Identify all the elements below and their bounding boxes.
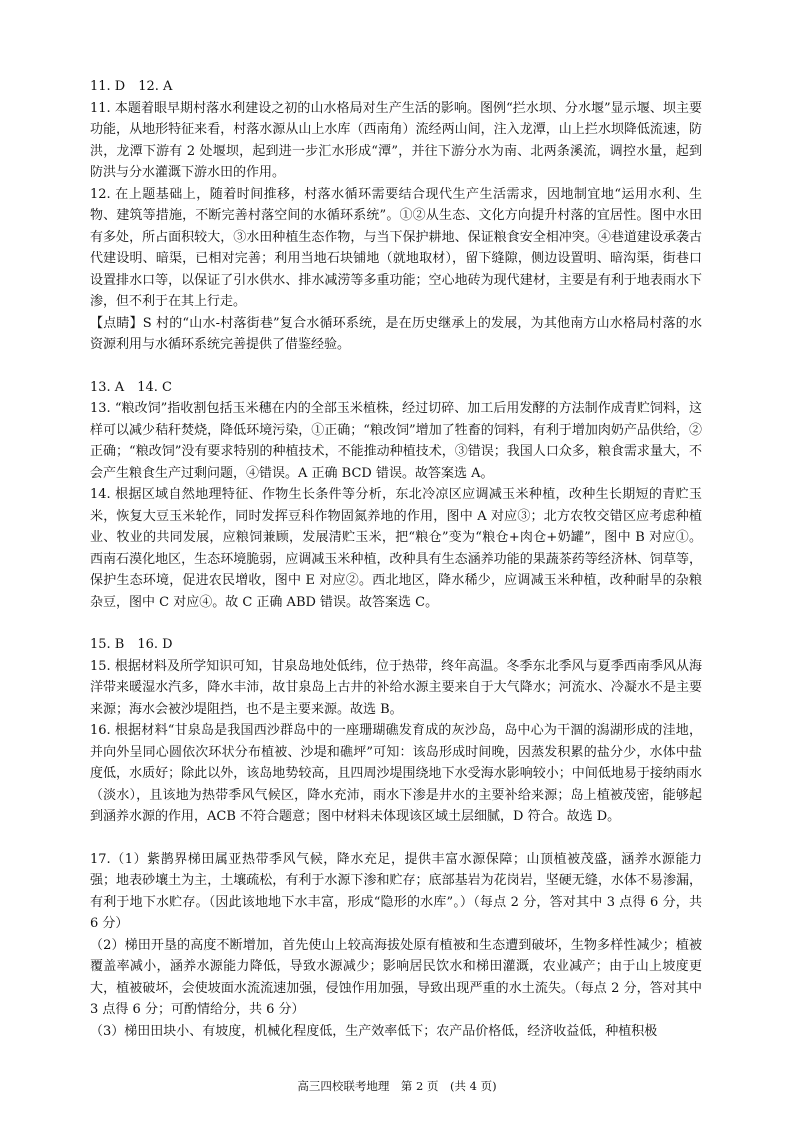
answer-paragraph: 【点睛】S 村的“山水-村落街巷”复合水循环系统，是在历史继承上的发展，为其他南方山水格局村落的水资源利用与水循环系统完善提供了借鉴经验。 bbox=[90, 315, 702, 352]
paragraph-spacer bbox=[90, 356, 702, 377]
paragraph-spacer bbox=[90, 828, 702, 849]
answer-paragraph: 16. 根据材料“甘泉岛是我国西沙群岛中的一座珊瑚礁发育成的灰沙岛，岛中心为干涸的潟湖形成的洼地，并向外呈同心圆依次环状分布植被、沙堤和礁坪”可知：该岛形成时间晚，因蒸发积累的盐分少，水体中盐度低，水质好；除此以外，该岛地势较高，且四周沙堤围绕地下水受海水影响较小；中间低地易于接纳雨水（淡水），且该地为热带季风气候区，降水充沛，雨水下渗是井水的主要补给来源；岛上植被茂密，能够起到涵养水源的作用，ACB 不符合题意；图中材料未体现该区域土层细腻，D 符合。故选 D。 bbox=[90, 723, 702, 824]
answer-paragraph: （3）梯田田块小、有坡度，机械化程度低，生产效率低下；农产品价格低，经济收益低，种植积极 bbox=[90, 1023, 658, 1039]
answer-paragraph: 11. D 12. A bbox=[90, 79, 173, 94]
page-footer: 高三四校联考地理 第 2 页 (共 4 页) bbox=[297, 1079, 497, 1093]
answer-paragraph: 15. 根据材料及所学知识可知，甘泉岛地处低纬，位于热带，终年高温。冬季东北季风与夏季西南季风从海洋带来暖湿水汽多，降水丰沛，故甘泉岛上古井的补给水源主要来自于大气降水；河流水、冷凝水不是主要来源；海水会被沙堤阻挡，也不是主要来源。故选 B。 bbox=[90, 658, 702, 717]
answer-paragraph: 15. B 16. D bbox=[90, 637, 173, 652]
answer-page bbox=[90, 76, 702, 1042]
answer-paragraph: 14. 根据区域自然地理特征、作物生长条件等分析，东北冷凉区应调减玉米种植，改种生长期短的青贮玉米，恢复大豆玉米轮作，同时发挥豆科作物固氮养地的作用，图中 A 对应③；北方农牧交错区应考虑种植业、牧业的共同发展，应粮饲兼顾，发展清贮玉米，把“粮仓”变为“粮仓+肉仓+奶罐”，图中 B 对应①。西南石漠化地区，生态环境脆弱，应调减玉米种植，改种具有生态涵养功能的果蔬茶药等经济林、饲草等，保护生态环境，促进农民增收，图中 E 对应②。西北地区，降水稀少，应调减玉米种植，改种耐旱的杂粮杂豆，图中 C 对应④。故 C 正确 ABD 错误。故答案选 C。 bbox=[90, 487, 702, 610]
answer-paragraph: 13. A 14. C bbox=[90, 379, 172, 395]
answer-paragraph: （2）梯田开垦的高度不断增加，首先使山上较高海拔处原有植被和生态遭到破坏，生物多样性减少；植被覆盖率减小，涵养水源能力降低，导致水源减少；影响居民饮水和梯田灌溉，农业减产；由于山上坡度更大，植被破坏，会使坡面水流流速加强，侵蚀作用加强，导致出现严重的水土流失。（每点 2 分，答对其中 3 点得 6 分；可酌情给分，共 6 分） bbox=[90, 937, 702, 1017]
answer-paragraph: 13. “粮改饲”指收割包括玉米穗在内的全部玉米植株，经过切碎、加工后用发酵的方法制作成青贮饲料，这样可以减少秸秆焚烧，降低环境污染，①正确；“粮改饲”增加了牲畜的饲料，有利于增加肉奶产品供给，②正确；“粮改饲”没有要求特别的种植技术，不能推动种植技术，③错误；我国人口众多，粮食需求量大，不会产生粮食生产过剩问题，④错误。A 正确 BCD 错误。故答案选 A。 bbox=[90, 401, 702, 481]
answer-paragraph: 11. 本题着眼早期村落水利建设之初的山水格局对生产生活的影响。图例“拦水坝、分水堰”显示堰、坝主要功能，从地形特征来看，村落水源从山上水库（西南角）流经两山间，注入龙潭，山上拦水坝降低流速，防洪，龙潭下游有 2 处堰坝，起到进一步汇水形成“潭”，并往下游分水为南、北两条溪流，调控水量，起到防洪与分水灌溉下游水田的作用。 bbox=[90, 100, 702, 180]
paragraph-spacer bbox=[90, 613, 702, 634]
answer-paragraph: 12. 在上题基础上，随着时间推移，村落水循环需要结合现代生产生活需求，因地制宜地“运用水利、生物、建筑等措施，不断完善村落空间的水循环系统”。①②从生态、文化方向提升村落的宜居性。图中水田有多处，所占面积较大，③水田种植生态作物，与当下保护耕地、保证粮食安全相冲突。④巷道建设承袭古代建设明、暗渠，已相对完善；利用当地石块铺地（就地取材），留下缝隙，侧边设置明、暗沟渠，街巷口设置排水口等，以保证了引水供水、排水减涝等多重功能；空心地砖为现代建材，主要是有利于地表雨水下渗，但不利于在其上行走。 bbox=[90, 186, 702, 309]
answer-paragraph: 17.（1）紫鹊界梯田属亚热带季风气候，降水充足，提供丰富水源保障；山顶植被茂盛，涵养水源能力强；地表砂壤土为主，土壤疏松，有利于水源下渗和贮存；底部基岩为花岗岩，坚硬无缝，水体不易渗漏，有利于地下水贮存。（因此该地地下水丰富，形成“隐形的水库”。）（每点 2 分，答对其中 3 点得 6 分，共 6 分） bbox=[90, 851, 702, 931]
